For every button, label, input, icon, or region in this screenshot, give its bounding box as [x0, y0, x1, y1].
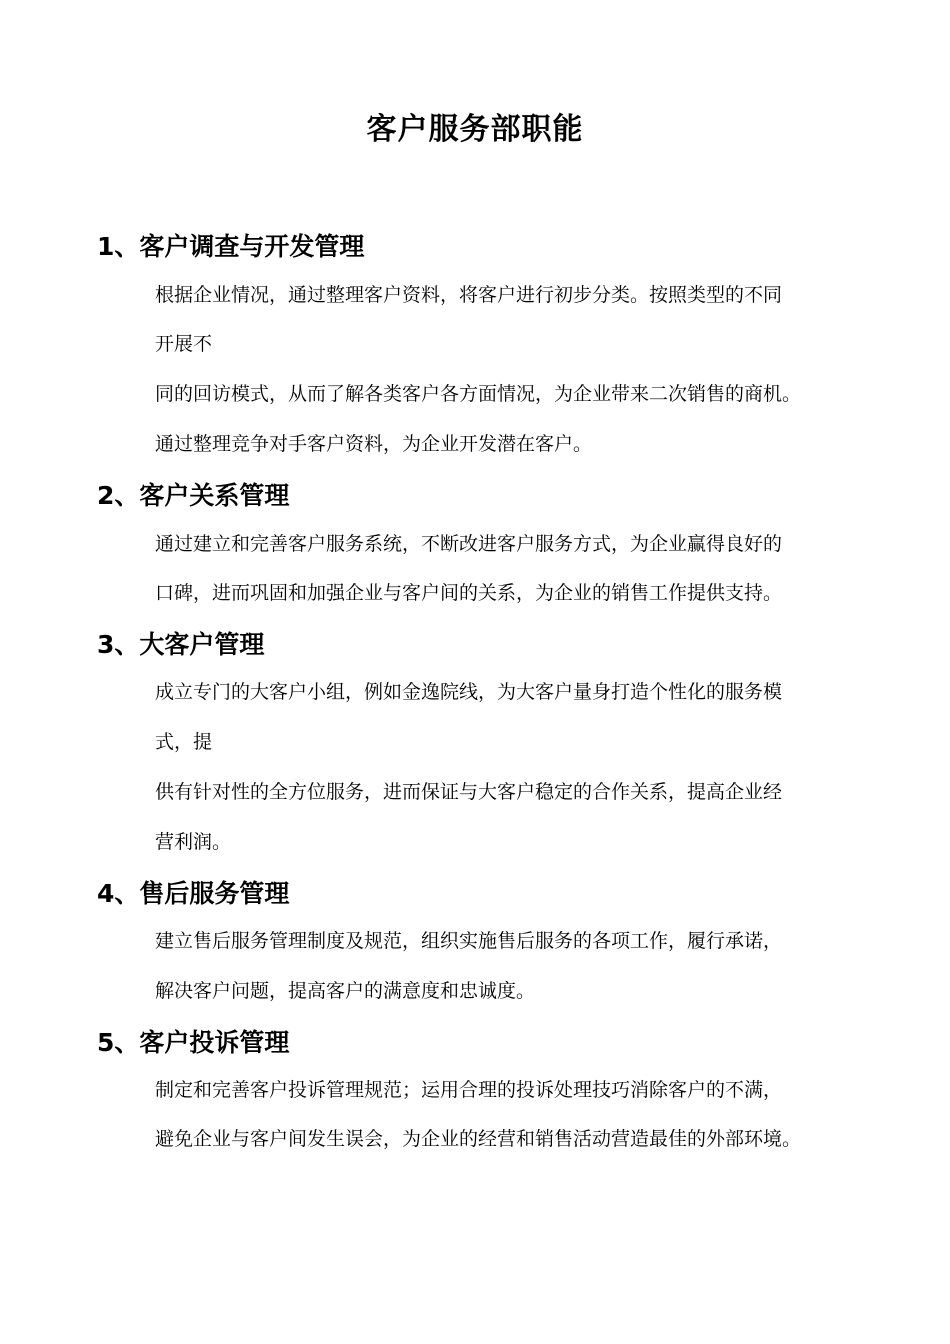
section-heading-4: 4、售后服务管理 [97, 879, 290, 908]
section-heading-1: 1、客户调查与开发管理 [97, 232, 365, 261]
section-1-line-3: 同的回访模式，从而了解各类客户各方面情况，为企业带来二次销售的商机。 [155, 383, 802, 405]
section-heading-2: 2、客户关系管理 [97, 481, 290, 510]
section-1-line-4: 通过整理竞争对手客户资料，为企业开发潜在客户。 [155, 433, 593, 455]
section-5-line-1: 制定和完善客户投诉管理规范；运用合理的投诉处理技巧消除客户的不满， [155, 1079, 783, 1101]
section-2-line-2: 口碑，进而巩固和加强企业与客户间的关系，为企业的销售工作提供支持。 [155, 582, 783, 604]
section-3-line-3: 供有针对性的全方位服务，进而保证与大客户稳定的合作关系，提高企业经 [155, 781, 783, 803]
section-5-line-2: 避免企业与客户间发生误会，为企业的经营和销售活动营造最佳的外部环境。 [155, 1128, 802, 1150]
document-title: 客户服务部职能 [366, 112, 584, 147]
section-heading-3: 3、大客户管理 [97, 630, 265, 659]
section-1-line-1: 根据企业情况，通过整理客户资料，将客户进行初步分类。按照类型的不同 [155, 284, 783, 306]
section-4-line-1: 建立售后服务管理制度及规范，组织实施售后服务的各项工作，履行承诺， [155, 930, 783, 952]
section-1-line-2: 开展不 [155, 333, 213, 355]
section-heading-5: 5、客户投诉管理 [97, 1028, 290, 1057]
section-3-line-2: 式，提 [155, 731, 213, 753]
section-3-line-1: 成立专门的大客户小组，例如金逸院线，为大客户量身打造个性化的服务模 [155, 681, 783, 703]
section-3-line-4: 营利润。 [155, 831, 232, 853]
section-4-line-2: 解决客户问题，提高客户的满意度和忠诚度。 [155, 980, 536, 1002]
section-2-line-1: 通过建立和完善客户服务系统，不断改进客户服务方式，为企业赢得良好的 [155, 533, 783, 555]
